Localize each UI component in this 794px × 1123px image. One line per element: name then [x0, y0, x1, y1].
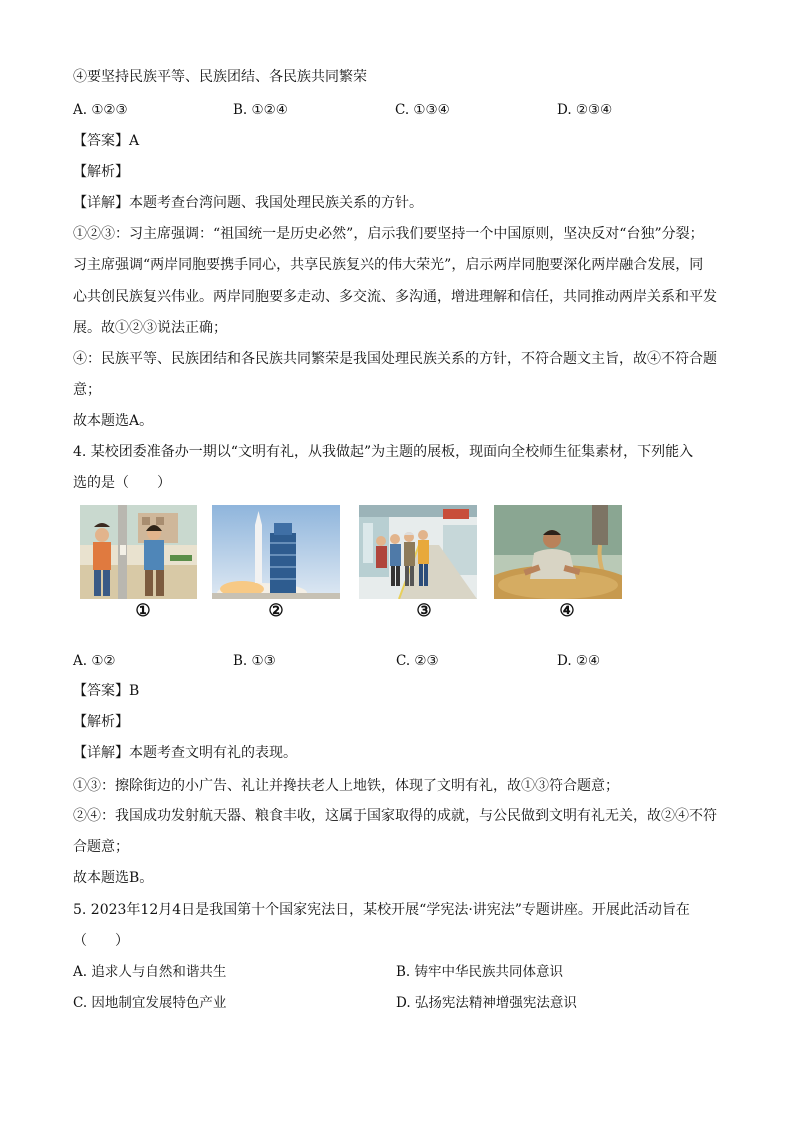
q4-para2-line2: 合题意； — [73, 839, 129, 855]
q3-para1-line3: 心共创民族复兴伟业。两岸同胞要多走动、多交流、多沟通，增进理解和信任，共同推动两岸关系和平发 — [73, 289, 717, 305]
q4-stem-line1: 4. 某校团委准备办一期以“文明有礼，从我做起”为主题的展板，现面向全校师生征集素材，下列能入 — [73, 444, 694, 460]
q5-option-a: A. 追求人与自然和谐共生 — [73, 964, 227, 980]
q3-option-b: B. ①②④ — [233, 102, 288, 118]
q5-option-d: D. 弘扬宪法精神增强宪法意识 — [396, 995, 577, 1011]
q3-option-a: A. ①②③ — [73, 102, 128, 118]
q4-option-a: A. ①② — [73, 653, 116, 669]
q4-image-label-1: ① — [135, 601, 151, 621]
q4-answer: 【答案】B — [73, 683, 140, 699]
q4-image-1-street-ads — [80, 505, 197, 599]
q4-image-label-4: ④ — [559, 601, 575, 621]
q4-para2-line1: ②④：我国成功发射航天器、粮食丰收，这属于国家取得的成就，与公民做到文明有礼无关，故②④不符 — [73, 808, 717, 824]
q3-option-d: D. ②③④ — [557, 102, 613, 118]
q4-option-b: B. ①③ — [233, 653, 276, 669]
q4-image-2-rocket-launch — [212, 505, 340, 599]
q3-para1-line4: 展。故①②③说法正确； — [73, 320, 227, 336]
q4-image-4-grain-harvest — [494, 505, 622, 599]
q4-stem-line2: 选的是（ ） — [73, 475, 171, 491]
q3-statement-4: ④要坚持民族平等、民族团结、各民族共同繁荣 — [73, 69, 367, 85]
q4-analysis-heading: 【解析】 — [73, 714, 129, 730]
q3-para2-line2: 意； — [73, 382, 101, 398]
q5-option-b: B. 铸牢中华民族共同体意识 — [396, 964, 564, 980]
q5-option-c: C. 因地制宜发展特色产业 — [73, 995, 227, 1011]
q4-image-label-2: ② — [268, 601, 284, 621]
q3-option-c: C. ①③④ — [395, 102, 450, 118]
q4-image-3-subway-help — [359, 505, 477, 599]
q5-stem-line2: （ ） — [73, 933, 129, 949]
q4-option-c: C. ②③ — [396, 653, 439, 669]
q4-option-d: D. ②④ — [557, 653, 601, 669]
q3-detail: 【详解】本题考查台湾问题、我国处理民族关系的方针。 — [73, 195, 423, 211]
q4-conclusion: 故本题选B。 — [73, 870, 154, 886]
q5-stem-line1: 5. 2023年12月4日是我国第十个国家宪法日，某校开展“学宪法·讲宪法”专题讲座。开展此活动旨在 — [73, 902, 690, 918]
q4-image-label-3: ③ — [416, 601, 432, 621]
q4-detail: 【详解】本题考查文明有礼的表现。 — [73, 745, 297, 761]
q3-answer: 【答案】A — [73, 133, 140, 149]
q3-para1-line2: 习主席强调“两岸同胞要携手同心，共享民族复兴的伟大荣光”，启示两岸同胞要深化两岸融合发展，同 — [73, 257, 704, 273]
q3-analysis-heading: 【解析】 — [73, 164, 129, 180]
q4-para1: ①③：擦除街边的小广告、礼让并搀扶老人上地铁，体现了文明有礼，故①③符合题意； — [73, 778, 619, 794]
q3-conclusion: 故本题选A。 — [73, 413, 154, 429]
q3-para2-line1: ④：民族平等、民族团结和各民族共同繁荣是我国处理民族关系的方针，不符合题文主旨，故④不符合题 — [73, 351, 717, 367]
q3-para1-line1: ①②③：习主席强调：“祖国统一是历史必然”，启示我们要坚持一个中国原则，坚决反对“台独”分裂； — [73, 226, 704, 242]
